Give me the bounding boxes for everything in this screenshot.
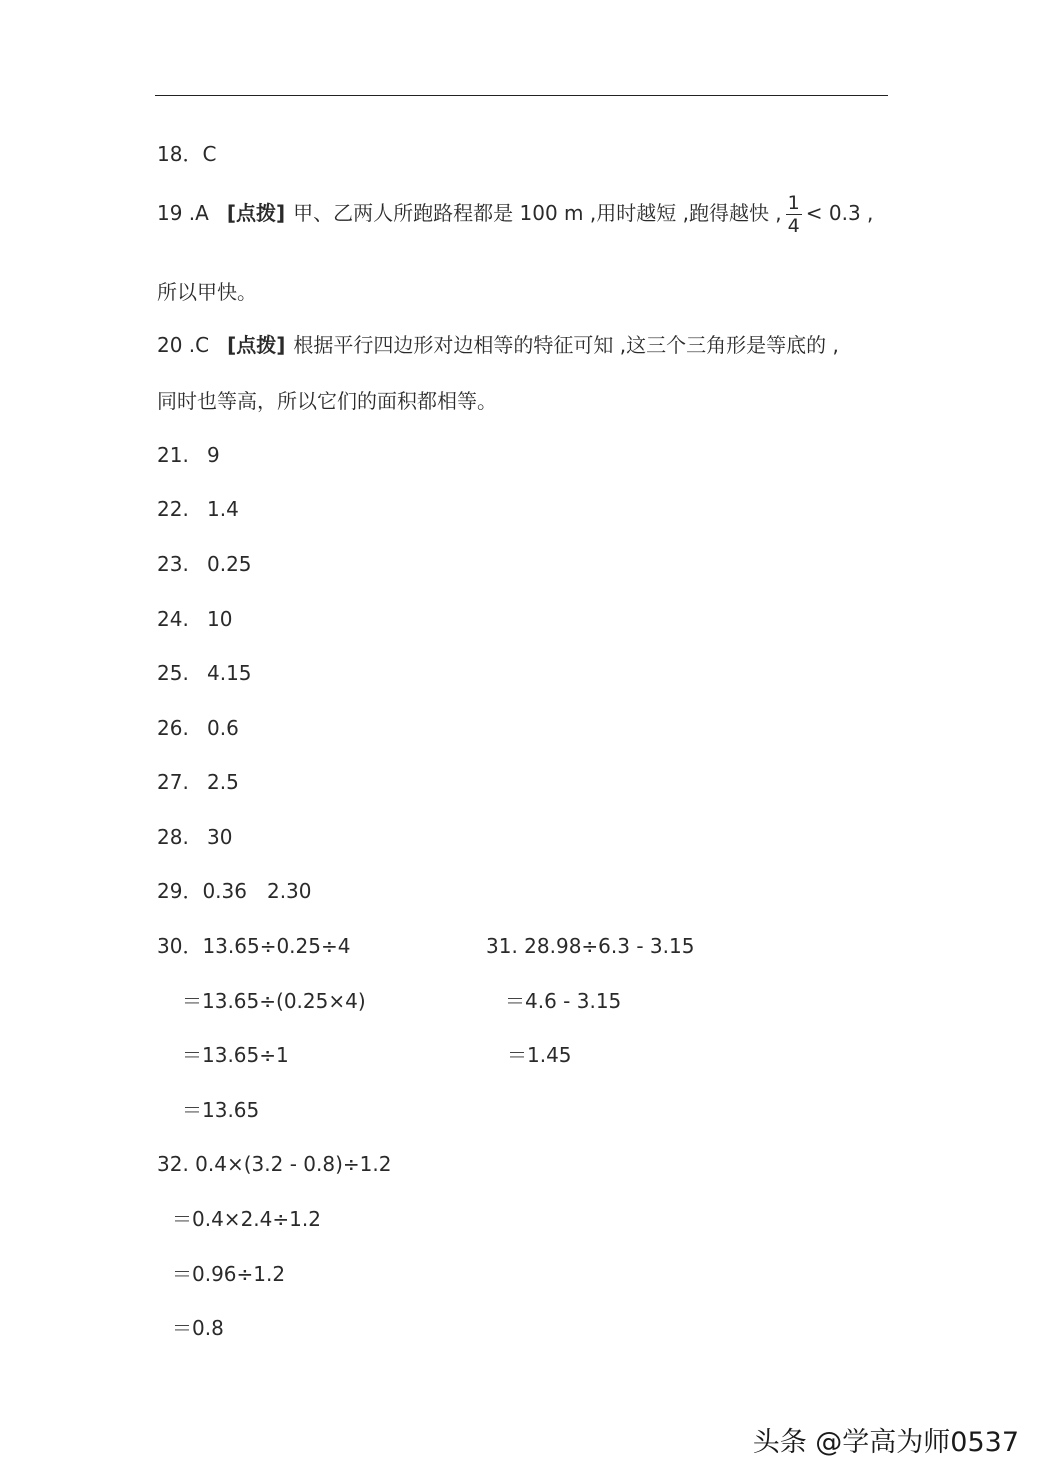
calc-31-line-2: ＝4.6 - 3.15 (505, 989, 622, 1013)
answer-26 (157, 714, 239, 742)
fraction (786, 192, 802, 237)
answer-27 (157, 768, 239, 796)
answer-19 (157, 192, 873, 237)
answer-19-after-fraction: < 0.3 , (805, 201, 874, 225)
answer-value: 0.25 (207, 552, 252, 576)
question-number: 23. (157, 552, 189, 576)
answer-20-text: 根据平行四边形对边相等的特征可知 ,这三个三角形是等底的 , (293, 333, 839, 357)
answer-20-continuation: 同时也等高，所以它们的面积都相等。 (157, 389, 497, 413)
hint-tag: [点拨] (226, 201, 286, 225)
question-number: 25. (157, 661, 189, 685)
answer-21 (157, 441, 220, 469)
answer-20-prefix: 20 .C (157, 333, 210, 357)
answer-29: 29．0.36 2.30 (157, 879, 312, 903)
calc-30-line-2: ＝13.65÷(0.25×4) (182, 989, 366, 1013)
question-number: 27. (157, 770, 189, 794)
answer-value: 30 (207, 825, 233, 849)
answer-value: 10 (207, 607, 233, 631)
answer-19-continuation: 所以甲快。 (157, 280, 257, 304)
answer-value: 2.5 (207, 770, 239, 794)
calc-31-line-3: ＝1.45 (507, 1043, 572, 1067)
watermark: 头条 @学高为师0537 (752, 1427, 1019, 1458)
calc-30-line-3: ＝13.65÷1 (182, 1043, 289, 1067)
header-rule (155, 95, 888, 96)
answer-19-text: 甲、乙两人所跑路程都是 100 m ,用时越短 ,跑得越快 , (293, 201, 782, 225)
hint-tag: [点拨] (227, 333, 286, 357)
answer-23 (157, 550, 252, 578)
question-number: 28. (157, 825, 189, 849)
fraction-denominator: 4 (787, 215, 800, 237)
calc-31-line-1: 31. 28.98÷6.3 - 3.15 (486, 934, 695, 958)
question-number: 21. (157, 443, 189, 467)
answer-value: 0.6 (207, 716, 239, 740)
answer-value: 1.4 (207, 497, 239, 521)
fraction-numerator: 1 (787, 192, 800, 214)
answer-24 (157, 605, 232, 633)
answer-18: 18．C (157, 142, 217, 166)
calc-32-line-3: ＝0.96÷1.2 (172, 1262, 286, 1286)
calc-32-line-2: ＝0.4×2.4÷1.2 (172, 1207, 321, 1231)
calc-32-line-1: 32. 0.4×(3.2 - 0.8)÷1.2 (157, 1152, 392, 1176)
calc-32-line-4: ＝0.8 (172, 1316, 224, 1340)
question-number: 26. (157, 716, 189, 740)
answer-20 (157, 331, 839, 359)
answer-25 (157, 659, 252, 687)
calc-30-line-4: ＝13.65 (182, 1098, 260, 1122)
answer-28 (157, 823, 232, 851)
calc-30-line-1: 30．13.65÷0.25÷4 (157, 934, 351, 958)
answer-value: 9 (207, 443, 220, 467)
answer-19-prefix: 19 .A (157, 201, 209, 225)
question-number: 24. (157, 607, 189, 631)
answer-22 (157, 495, 239, 523)
question-number: 22. (157, 497, 189, 521)
answer-value: 4.15 (207, 661, 252, 685)
